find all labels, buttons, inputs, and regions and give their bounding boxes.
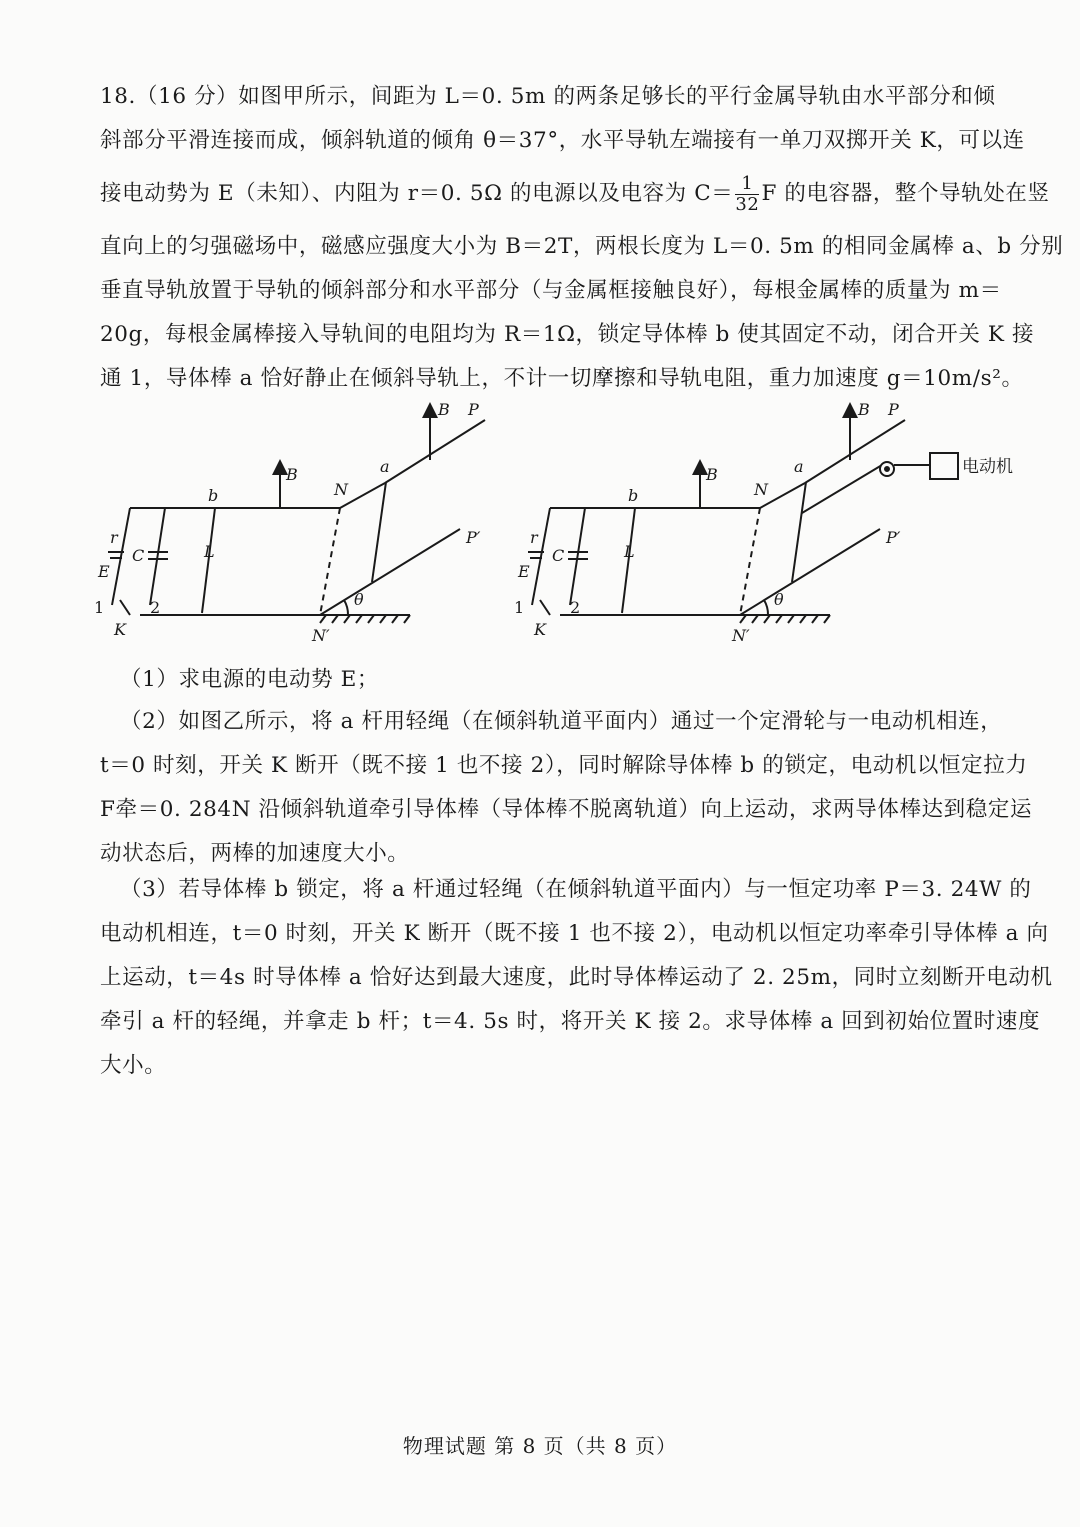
label-c: C xyxy=(132,546,145,565)
label-n: N xyxy=(334,480,348,499)
q2-line-3: F牵＝0. 284N 沿倾斜轨道牵引导体棒（导体棒不脱离轨道）向上运动，求两导体棒达到稳定运 xyxy=(100,797,1033,822)
label-e: E xyxy=(518,562,530,581)
rod-a xyxy=(792,482,806,582)
label-theta: θ xyxy=(354,590,364,609)
upper-incline-rail xyxy=(385,420,485,483)
cap-line-after: F 的电容器，整个导轨处在竖 xyxy=(761,181,1050,206)
label-contact-2: 2 xyxy=(570,598,581,617)
intro-line-2: 斜部分平滑连接而成，倾斜轨道的倾角 θ＝37°，水平导轨左端接有一单刀双掷开关 K，可以连 xyxy=(100,128,1025,153)
q3-line-3: 上运动，t＝4s 时导体棒 a 恰好达到最大速度，此时导体棒运动了 2. 25m，同时立刻断开电动机 xyxy=(100,965,1053,990)
label-contact-2: 2 xyxy=(150,598,161,617)
question-2 xyxy=(100,700,1033,876)
label-rod-b: b xyxy=(628,486,639,505)
rod-a xyxy=(372,482,386,582)
label-n: N xyxy=(754,480,768,499)
intro-line-7: 通 1，导体棒 a 恰好静止在倾斜导轨上，不计一切摩擦和导轨电阻，重力加速度 g＝10m/s²。 xyxy=(100,366,1024,391)
label-a: a xyxy=(380,457,390,476)
question-1 xyxy=(120,658,1020,702)
label-b-left: B xyxy=(706,465,718,484)
label-p: P xyxy=(468,400,479,419)
label-n-prime: N′ xyxy=(732,626,750,645)
question-3 xyxy=(100,868,1053,1088)
label-contact-1: 1 xyxy=(94,598,105,617)
figure-yi xyxy=(528,410,958,623)
label-b-right: B xyxy=(858,400,870,419)
dashed-nn xyxy=(320,508,340,615)
label-p-prime: P′ xyxy=(466,528,481,547)
q3-line-5: 大小。 xyxy=(100,1053,167,1078)
q2-line-4: 动状态后，两棒的加速度大小。 xyxy=(100,841,410,866)
intro-line-1: 18.（16 分）如图甲所示，间距为 L＝0. 5m 的两条足够长的平行金属导轨由水平部分和倾 xyxy=(100,84,996,109)
theta-arc xyxy=(344,600,348,615)
label-l: L xyxy=(204,542,215,561)
lower-incline-rail xyxy=(320,529,460,615)
label-motor: 电动机 xyxy=(962,457,1013,477)
label-contact-1: 1 xyxy=(514,598,525,617)
q3-line-4: 牵引 a 杆的轻绳，并拿走 b 杆；t＝4. 5s 时，将开关 K 接 2。求导体棒 a 回到初始位置时速度 xyxy=(100,1009,1041,1034)
frac-numerator: 1 xyxy=(735,174,759,195)
problem-intro xyxy=(100,75,1064,401)
q3-line-2: 电动机相连，t＝0 时刻，开关 K 断开（既不接 1 也不接 2），电动机以恒定功率牵引导体棒 a 向 xyxy=(100,921,1049,946)
label-p: P xyxy=(888,400,899,419)
cap-wire xyxy=(150,508,165,605)
label-rod-b: b xyxy=(208,486,219,505)
label-r: r xyxy=(110,528,118,547)
intro-line-6: 20g，每根金属棒接入导轨间的电阻均为 R＝1Ω，锁定导体棒 b 使其固定不动，闭合开关 K 接 xyxy=(100,322,1035,347)
q1-text: （1）求电源的电动势 E； xyxy=(120,667,380,692)
page-footer: 物理试题 第 8 页（共 8 页） xyxy=(402,1434,678,1458)
motor-box xyxy=(930,453,958,479)
ground-hatch xyxy=(320,615,410,623)
label-a: a xyxy=(794,457,804,476)
label-theta: θ xyxy=(774,590,784,609)
intro-line-5: 垂直导轨放置于导轨的倾斜部分和水平部分（与金属框接触良好），每根金属棒的质量为 m＝ xyxy=(100,278,1002,303)
q2-line-1: （2）如图乙所示，将 a 杆用轻绳（在倾斜轨道平面内）通过一个定滑轮与一电动机相连， xyxy=(120,709,1003,734)
label-b-right: B xyxy=(438,400,450,419)
label-switch-k: K xyxy=(114,620,126,639)
capacitance-fraction xyxy=(735,174,759,215)
q3-line-1: （3）若导体棒 b 锁定，将 a 杆通过轻绳（在倾斜轨道平面内）与一恒定功率 P＝3. 24W 的 xyxy=(120,877,1032,902)
frac-denominator: 32 xyxy=(735,193,760,215)
label-p-prime: P′ xyxy=(886,528,901,547)
label-b-left: B xyxy=(286,465,298,484)
figure-diagrams xyxy=(90,395,1030,655)
intro-line-capacitor xyxy=(100,163,1050,225)
label-e: E xyxy=(98,562,110,581)
source-wire xyxy=(112,508,130,605)
intro-line-4: 直向上的匀强磁场中，磁感应强度大小为 B＝2T，两根长度为 L＝0. 5m 的相同金属棒 a、b 分别 xyxy=(100,234,1064,259)
switch-blade xyxy=(120,600,130,615)
cap-line-before: 接电动势为 E（未知）、内阻为 r＝0. 5Ω 的电源以及电容为 C＝ xyxy=(100,181,734,206)
figure-jia xyxy=(108,410,485,623)
label-r: r xyxy=(530,528,538,547)
rope xyxy=(802,465,882,513)
label-c: C xyxy=(552,546,565,565)
label-l: L xyxy=(624,542,635,561)
q2-line-2: t＝0 时刻，开关 K 断开（既不接 1 也不接 2），同时解除导体棒 b 的锁定，电动机以恒定拉力 xyxy=(100,753,1028,778)
label-switch-k: K xyxy=(534,620,546,639)
label-n-prime: N′ xyxy=(312,626,330,645)
